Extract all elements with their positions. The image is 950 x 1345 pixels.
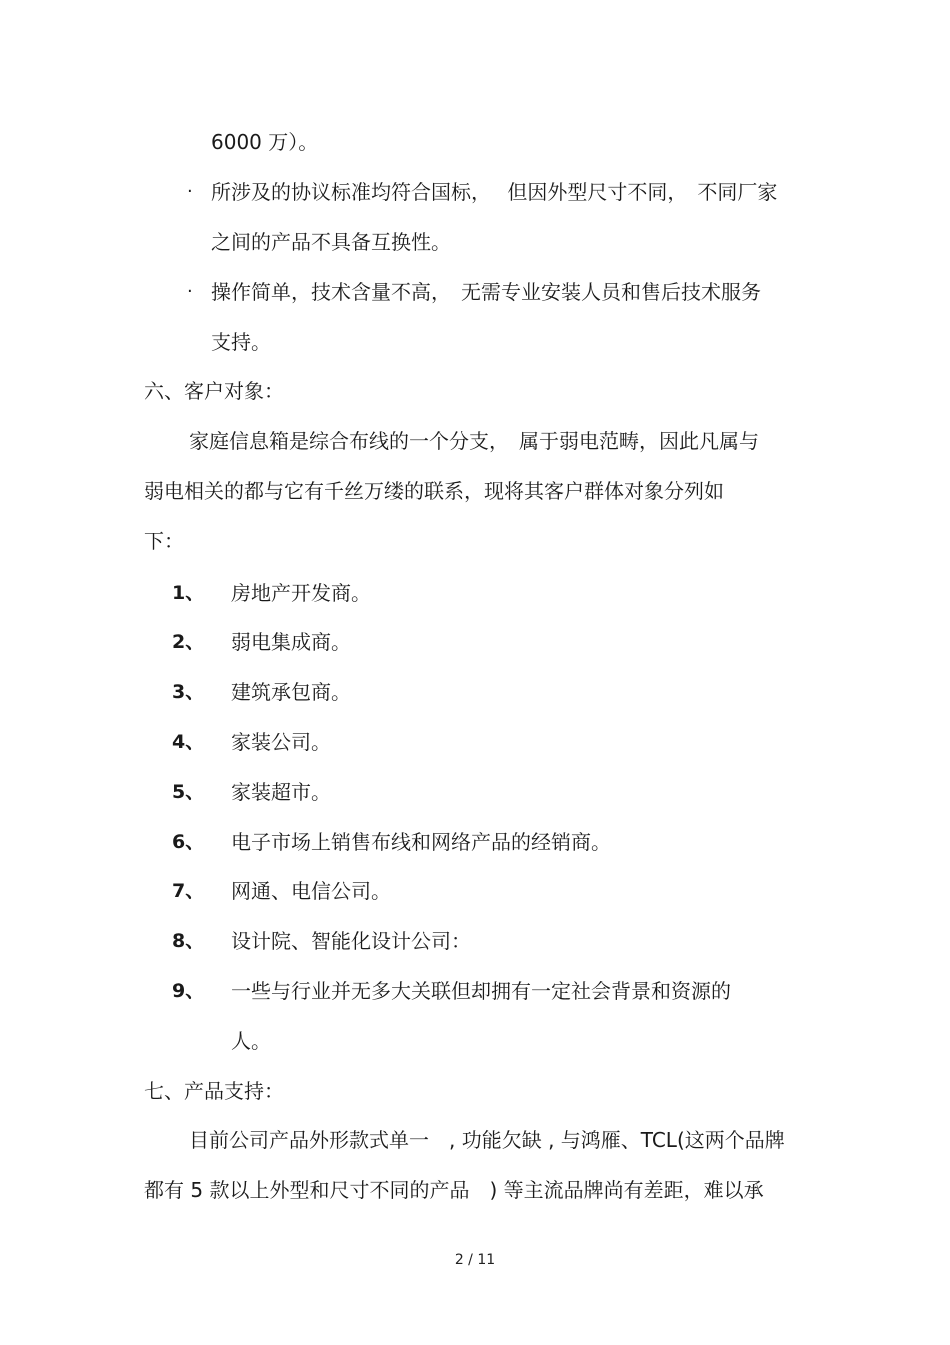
bullet-dot: · xyxy=(187,181,193,202)
list-item-number: 5、 xyxy=(172,781,205,803)
list-item: 一些与行业并无多大关联但却拥有一定社会背景和资源的 xyxy=(231,979,731,1003)
list-item: 网通、电信公司。 xyxy=(231,879,391,903)
list-item-number: 6、 xyxy=(172,831,205,853)
continuation-line: 6000 万）。 xyxy=(211,130,319,154)
section-heading-customers: 六、客户对象： xyxy=(144,379,284,403)
list-item: 弱电集成商。 xyxy=(231,630,351,654)
list-item: 家装公司。 xyxy=(231,730,331,754)
list-item: 设计院、智能化设计公司： xyxy=(231,929,471,953)
list-item-number: 8、 xyxy=(172,930,205,952)
list-item: 房地产开发商。 xyxy=(231,581,371,605)
bullet-text: 所涉及的协议标准均符合国标， 但因外型尺寸不同， 不同厂家 xyxy=(211,180,778,204)
list-item-number: 1、 xyxy=(172,582,205,604)
list-item-number: 3、 xyxy=(172,681,205,703)
bullet-text: 操作简单，技术含量不高， 无需专业安装人员和售后技术服务 xyxy=(211,280,761,304)
paragraph-line: 家庭信息箱是综合布线的一个分支， 属于弱电范畴，因此凡属与 xyxy=(189,429,759,453)
bullet-text-cont: 支持。 xyxy=(211,330,271,354)
list-item-number: 2、 xyxy=(172,631,205,653)
paragraph-line: 都有 5 款以上外型和尺寸不同的产品 ) 等主流品牌尚有差距，难以承 xyxy=(144,1178,764,1202)
list-item: 家装超市。 xyxy=(231,780,331,804)
paragraph-line: 弱电相关的都与它有千丝万缕的联系，现将其客户群体对象分列如 xyxy=(144,479,724,503)
list-item: 电子市场上销售布线和网络产品的经销商。 xyxy=(231,830,611,854)
bullet-text-cont: 之间的产品不具备互换性。 xyxy=(211,230,451,254)
paragraph-line: 下： xyxy=(144,529,184,553)
paragraph-line: 目前公司产品外形款式单一 , 功能欠缺 , 与鸿雁、TCL(这两个品牌 xyxy=(189,1128,785,1152)
list-item-number: 7、 xyxy=(172,880,205,902)
bullet-dot: · xyxy=(187,281,193,302)
list-item-number: 4、 xyxy=(172,731,205,753)
page-number: 2 / 11 xyxy=(454,1252,496,1268)
list-item-number: 9、 xyxy=(172,980,205,1002)
list-item: 建筑承包商。 xyxy=(231,680,351,704)
list-item-cont: 人。 xyxy=(231,1029,271,1053)
section-heading-product-support: 七、产品支持： xyxy=(144,1079,284,1103)
